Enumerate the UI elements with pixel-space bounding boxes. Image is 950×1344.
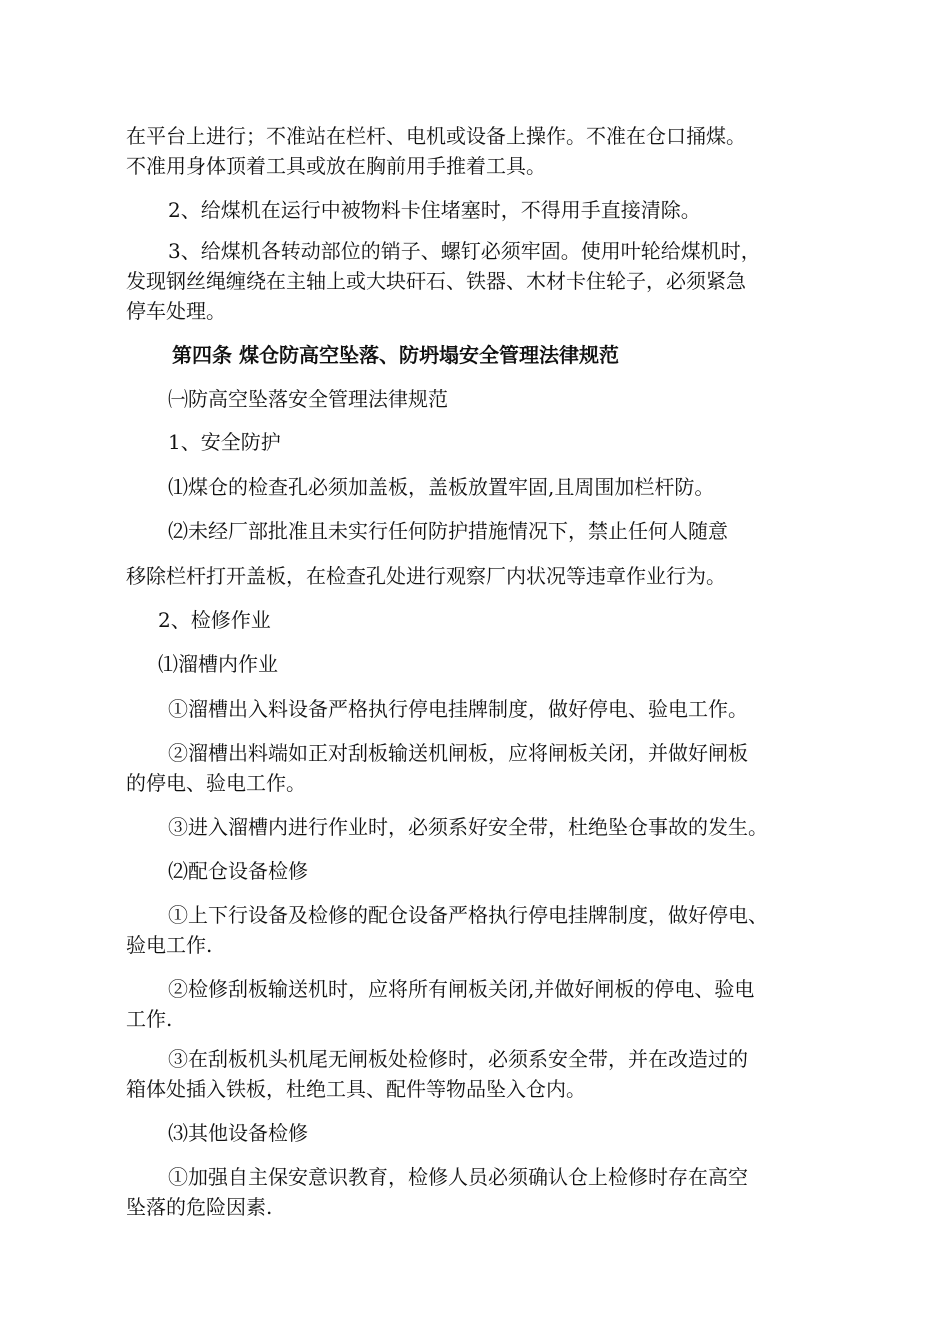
text-line: ⑴煤仓的检查孔必须加盖板，盖板放置牢固,且周围加栏杆防。 (168, 475, 715, 499)
text-line: ①加强自主保安意识教育，检修人员必须确认仓上检修时存在高空 (168, 1165, 748, 1189)
text-line: ⑵未经厂部批准且未实行任何防护措施情况下，禁止任何人随意 (168, 519, 728, 543)
section-heading: 第四条 煤仓防高空坠落、防坍塌安全管理法律规范 (172, 343, 619, 367)
item-2-1-a (126, 694, 856, 724)
text-line: 2、检修作业 (158, 608, 271, 632)
item-2-2-a (126, 900, 856, 960)
text-line: 工作. (126, 1007, 173, 1031)
text-line: ②检修刮板输送机时，应将所有闸板关闭,并做好闸板的停电、验电 (168, 977, 755, 1001)
item-safety-protection (126, 427, 856, 457)
text-line: ③进入溜槽内进行作业时，必须系好安全带，杜绝坠仓事故的发生。 (168, 815, 768, 839)
item-1-2-line1 (126, 516, 856, 546)
item-2-2 (126, 856, 856, 886)
item-2-3-a (126, 1162, 856, 1222)
text-line: ①上下行设备及检修的配仓设备严格执行停电挂牌制度，做好停电、 (168, 903, 768, 927)
text-line: 停车处理。 (126, 299, 226, 323)
text-line: 验电工作. (126, 933, 213, 957)
paragraph-continued-rules (126, 121, 856, 181)
text-line: ⑶其他设备检修 (168, 1121, 308, 1145)
item-1-2-line2 (126, 561, 856, 591)
text-line: ③在刮板机头机尾无闸板处检修时，必须系安全带，并在改造过的 (168, 1047, 748, 1071)
text-line: 3、给煤机各转动部位的销子、螺钉必须牢固。使用叶轮给煤机时， (168, 239, 761, 263)
item-2-2-c (126, 1044, 856, 1104)
text-line: 的停电、验电工作。 (126, 771, 306, 795)
subsection-title (126, 384, 856, 414)
text-line: ⑵配仓设备检修 (168, 859, 308, 883)
item-maintenance (126, 605, 856, 635)
text-line: 2、给煤机在运行中被物料卡住堵塞时，不得用手直接清除。 (168, 198, 701, 222)
text-line: 1、安全防护 (168, 430, 281, 454)
paragraph-rule-2 (126, 195, 856, 225)
text-line: 坠落的危险因素. (126, 1195, 273, 1219)
item-2-1 (126, 649, 856, 679)
text-line: ①溜槽出入料设备严格执行停电挂牌制度，做好停电、验电工作。 (168, 697, 748, 721)
text-line: 发现钢丝绳缠绕在主轴上或大块矸石、铁器、木材卡住轮子，必须紧急 (126, 269, 746, 293)
item-2-3 (126, 1118, 856, 1148)
item-2-1-c (126, 812, 856, 842)
item-2-1-b (126, 738, 856, 798)
item-1-1 (126, 472, 856, 502)
item-2-2-b (126, 974, 856, 1034)
text-line: 箱体处插入铁板，杜绝工具、配件等物品坠入仓内。 (126, 1077, 586, 1101)
text-line: ⑴溜槽内作业 (158, 652, 278, 676)
text-line: 不准用身体顶着工具或放在胸前用手推着工具。 (126, 154, 546, 178)
text-line: 在平台上进行；不准站在栏杆、电机或设备上操作。不准在仓口捅煤。 (126, 124, 746, 148)
paragraph-rule-3 (126, 236, 856, 326)
text-line: ②溜槽出料端如正对刮板输送机闸板，应将闸板关闭，并做好闸板 (168, 741, 748, 765)
text-line: 移除栏杆打开盖板，在检查孔处进行观察厂内状况等违章作业行为。 (126, 564, 726, 588)
text-line: ㈠防高空坠落安全管理法律规范 (168, 387, 448, 411)
